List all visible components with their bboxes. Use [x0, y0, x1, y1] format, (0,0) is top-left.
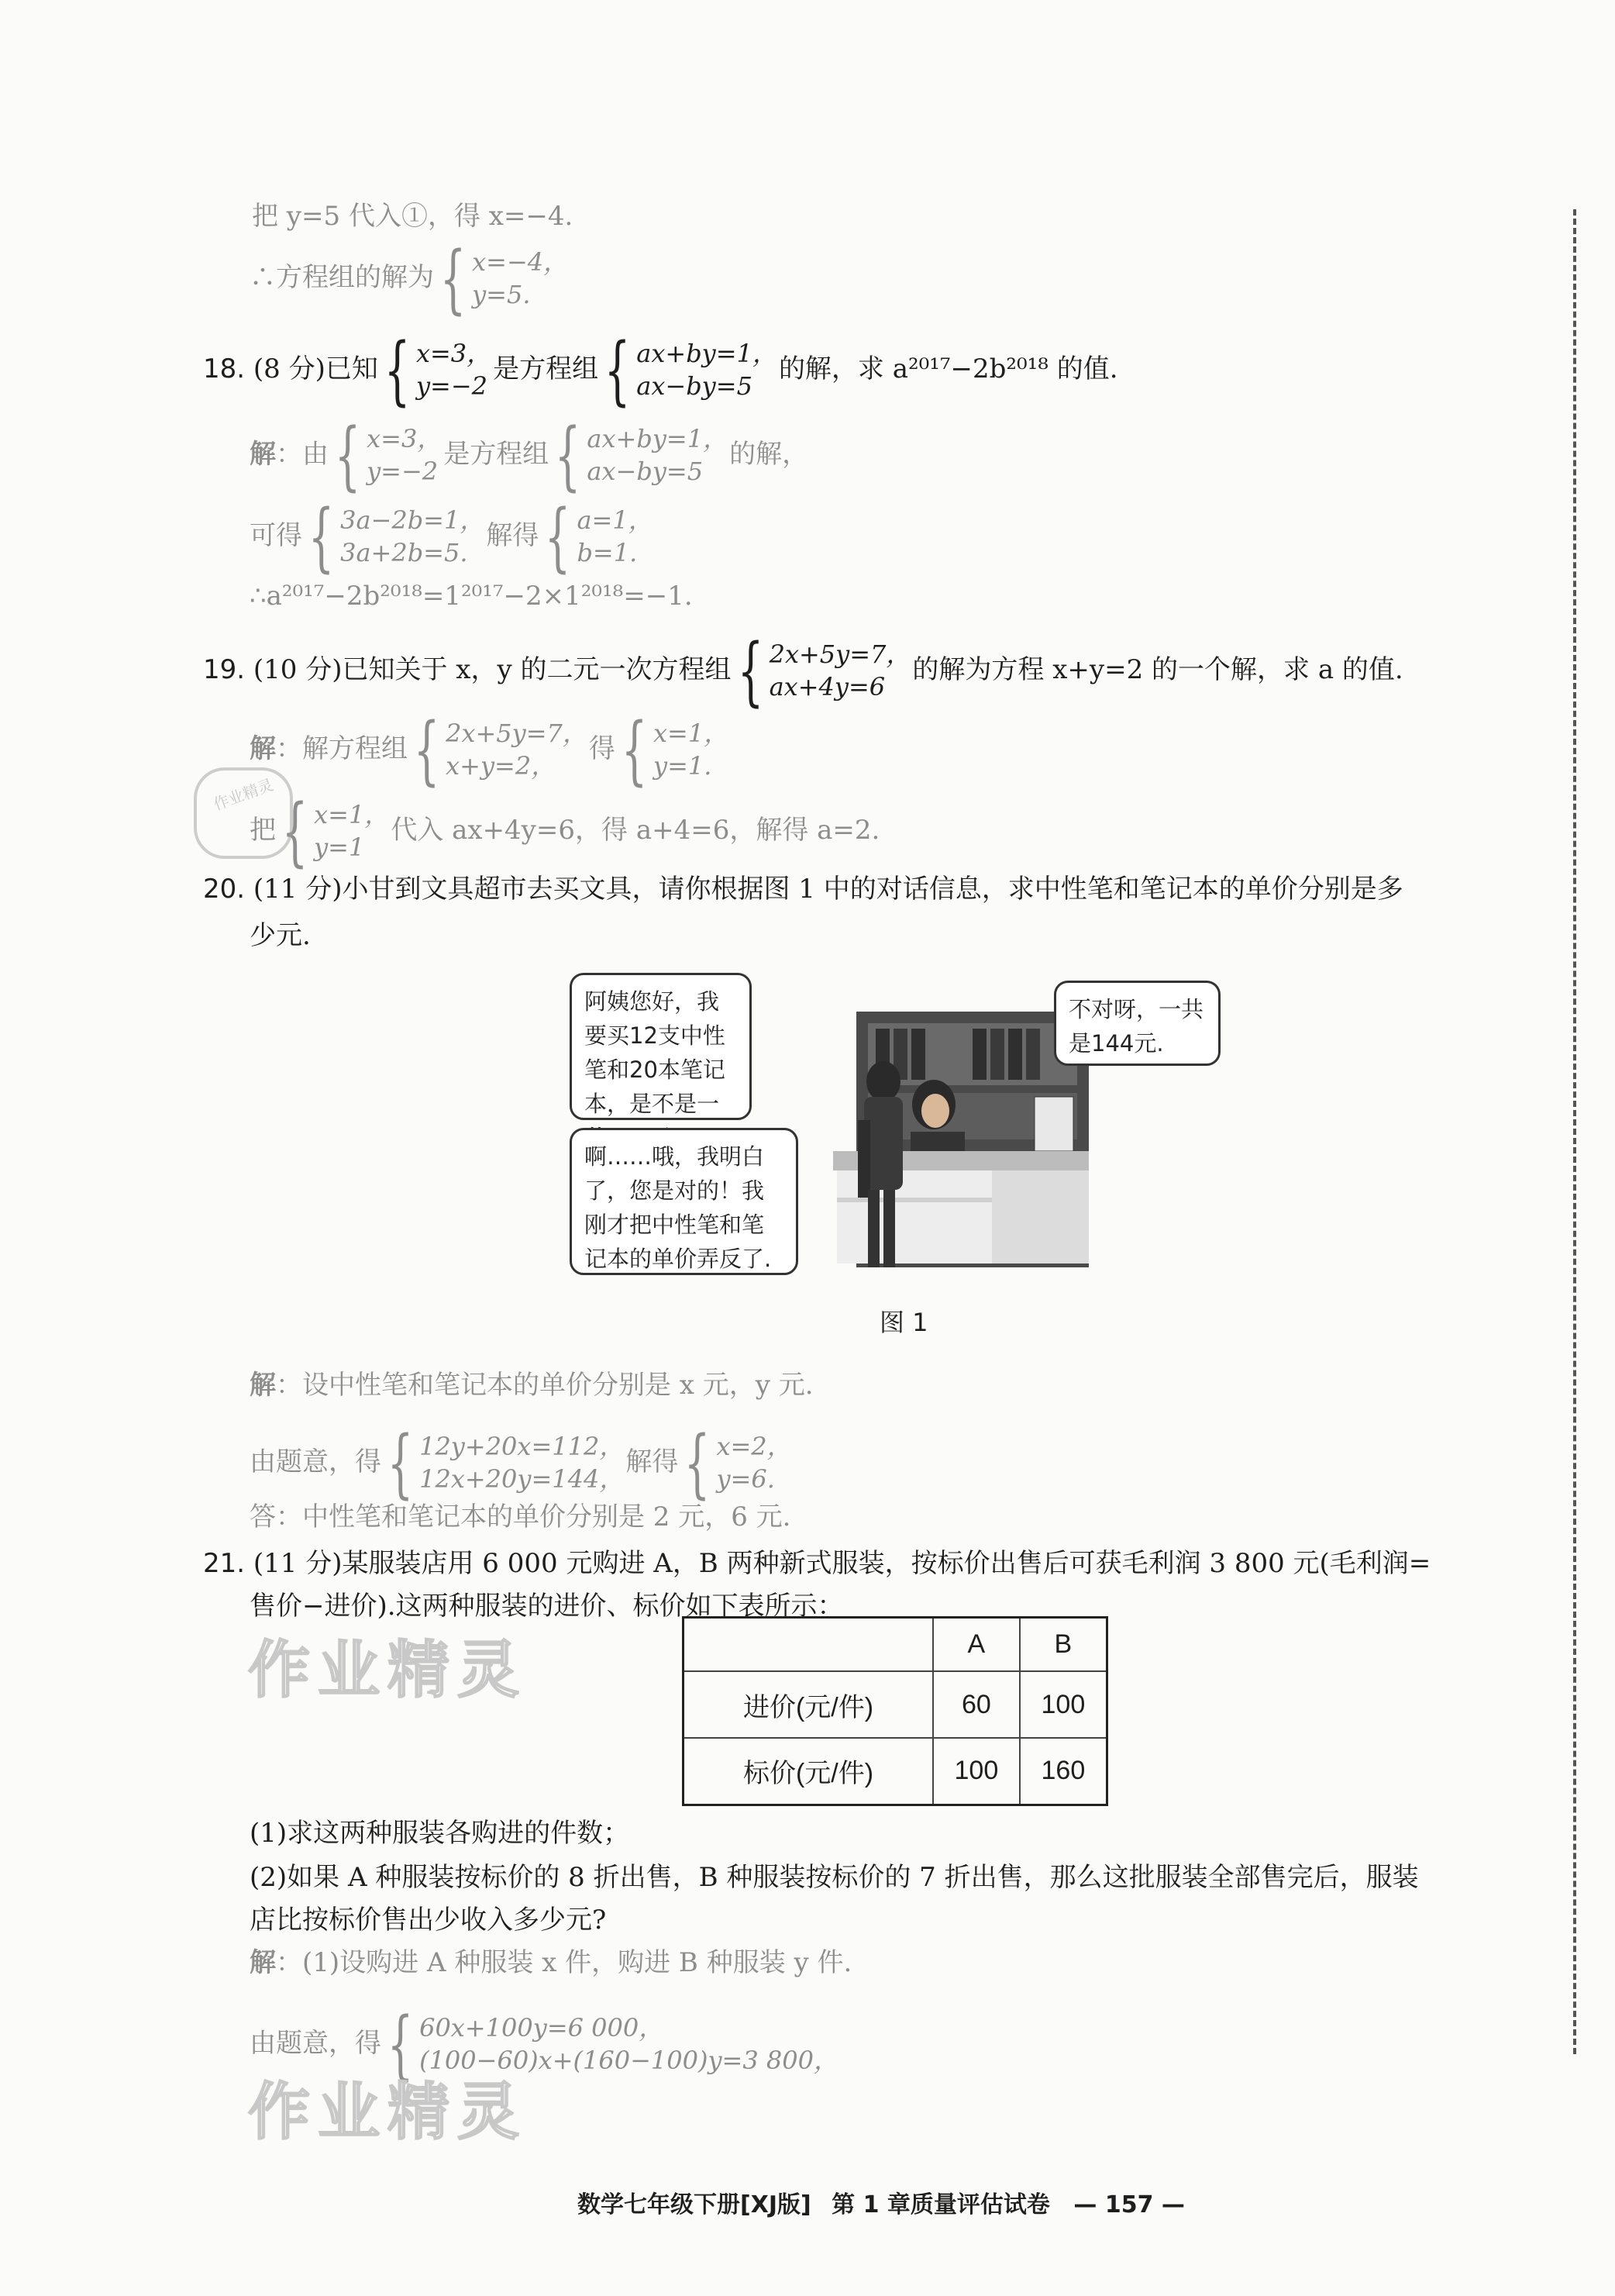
footer-chapter: 第 1 章质量评估试卷 [832, 2191, 1050, 2218]
table-row [684, 1738, 1107, 1805]
carry-line-1: 把 y=5 代入①，得 x=−4. [252, 201, 573, 232]
table-cell: 进价(元/件) [684, 1671, 934, 1738]
table-cell: 100 [933, 1738, 1020, 1805]
q21-part-2-line-1: (2)如果 A 种服装按标价的 8 折出售，B 种服装按标价的 7 折出售，那么这批服装全部售完后，服装 [250, 1862, 1419, 1893]
q20-solution-1: 解：设中性笔和笔记本的单价分别是 x 元，y 元. [250, 1370, 814, 1401]
q19-stem: 19. (10 分)已知关于 x，y 的二元一次方程组 { 2x+5y=7， ax+4y=6 的解为方程 x+y=2 的一个解，求 a 的值. [203, 628, 1403, 715]
table-cell: 标价(元/件) [684, 1738, 934, 1805]
table-cell: 60 [933, 1671, 1020, 1738]
q20-stem-2: 少元. [250, 920, 311, 951]
table-cell: 100 [1020, 1671, 1107, 1738]
speech-bubble-clerk: 不对呀，一共是144元. [1054, 981, 1221, 1066]
page-number: — 157 — [1073, 2191, 1185, 2218]
q21-stem-2: 售价−进价).这两种服装的进价、标价如下表所示： [250, 1591, 844, 1622]
q18-solution-2: 可得 { 3a−2b=1， 3a+2b=5. 解得 { a=1， b=1. [250, 494, 653, 581]
figure-1 [570, 965, 1236, 1279]
carry-line-2: ∴方程组的解为 { x=−4， y=5. [250, 236, 569, 322]
q18-stem: 18. (8 分)已知 { x=3， y=−2 是方程组 { ax+by=1， ax−by=5 的解，求 a²⁰¹⁷−2b²⁰¹⁸ 的值. [203, 327, 1118, 414]
figure-caption: 图 1 [880, 1308, 928, 1337]
q21-solution-1: 解：(1)设购进 A 种服装 x 件，购进 B 种服装 y 件. [250, 1947, 852, 1978]
watermark: 作业精灵 [248, 1634, 527, 1706]
q20-stem-1: 20. (11 分)小甘到文具超市去买文具，请你根据图 1 中的对话信息，求中性笔和笔记本的单价分别是多 [203, 874, 1403, 905]
q21-stem-1: 21. (11 分)某服装店用 6 000 元购进 A，B 两种新式服装，按标价出售后可获毛利润 3 800 元(毛利润= [203, 1548, 1431, 1579]
q18-solution-1: 解：由 { x=3， y=−2 是方程组 { ax+by=1， ax−by=5 的解， [250, 412, 809, 499]
q21-part-1: (1)求这两种服装各购进的件数； [250, 1818, 630, 1849]
footer-book: 数学七年级下册[XJ版] [577, 2191, 811, 2218]
q19-solution-2: 把 { x=1， y=1 代入 ax+4y=6，得 a+4=6，解得 a=2. [250, 788, 880, 875]
q18-solution-3: ∴a²⁰¹⁷−2b²⁰¹⁸=1²⁰¹⁷−2×1²⁰¹⁸=−1. [250, 581, 693, 612]
fold-line [1573, 209, 1576, 2054]
q19-solution-1: 解：解方程组 { 2x+5y=7， x+y=2， 得 { x=1， y=1. [250, 707, 729, 794]
speech-bubble-boy: 阿姨您好，我要买12支中性笔和20本笔记本，是不是一 [570, 973, 752, 1120]
table-cell: 160 [1020, 1738, 1107, 1805]
q20-solution-3: 答：中性笔和笔记本的单价分别是 2 元，6 元. [250, 1501, 791, 1532]
q21-solution-2: 由题意，得 { 60x+100y=6 000， (100−60)x+(160−100)y=3 800， [250, 2001, 838, 2088]
table-header-row [684, 1618, 1107, 1672]
table-header-cell: B [1020, 1618, 1107, 1672]
price-table [682, 1616, 1108, 1806]
watermark-bottom: 作业精灵 [248, 2076, 527, 2148]
q21-part-2-line-2: 店比按标价售出少收入多少元? [250, 1905, 607, 1936]
table-row [684, 1671, 1107, 1738]
q20-solution-2: 由题意，得 { 12y+20x=112， 12x+20y=144， 解得 { x=2， y=6. [250, 1420, 792, 1507]
table-header-cell: A [933, 1618, 1020, 1672]
page-footer [577, 2191, 1185, 2218]
stamp: 作业精灵 [194, 767, 293, 859]
speech-bubble-boy-reply: 啊……哦，我明白了，您是对的！我刚才把中性笔和笔记本的单价弄反了. [570, 1128, 798, 1275]
table-header-cell [684, 1618, 934, 1672]
